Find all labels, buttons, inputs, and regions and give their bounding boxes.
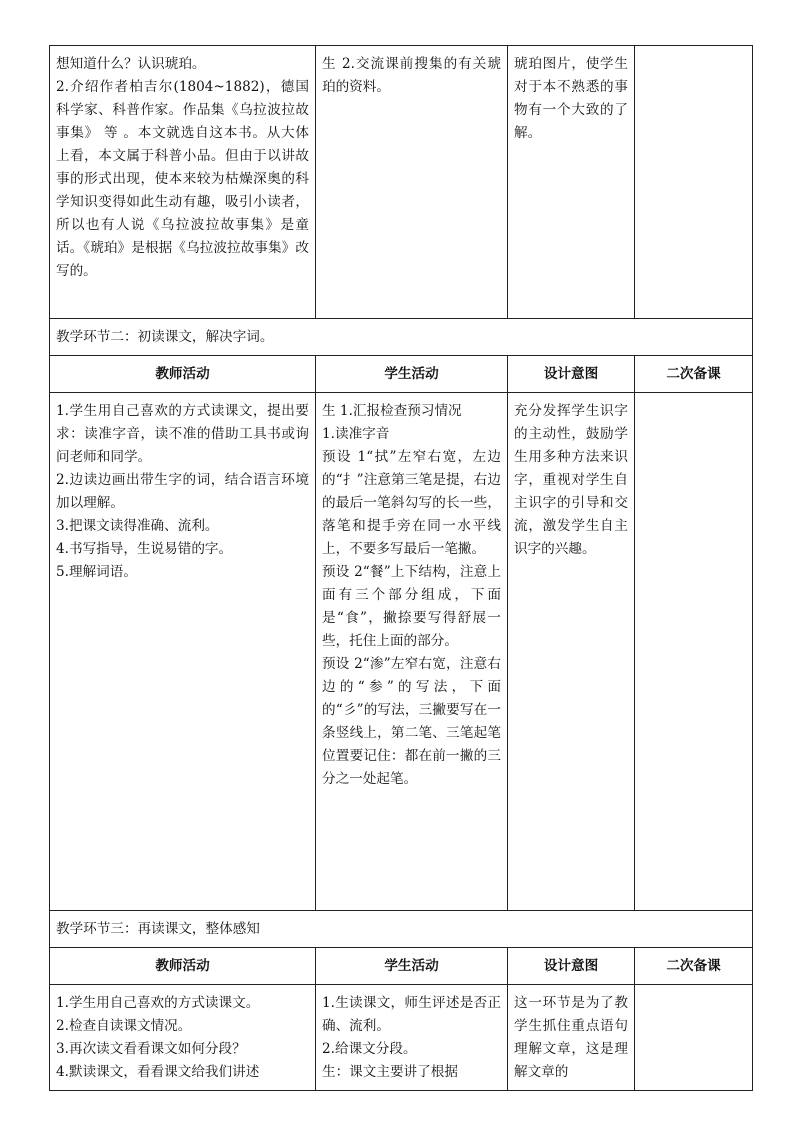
student-activity-cell [316, 393, 508, 911]
column-header-second-prep: 二次备课 [635, 356, 753, 393]
paragraph: 1.学生用自己喜欢的方式读课文，提出要求：读准字音，读不准的借助工具书或询问老师和同学。 [56, 403, 309, 465]
paragraph: 充分发挥学生识字的主动性，鼓励学生用多种方法来识字，重视对学生自主识字的引导和交流，激发学生自主识字的兴趣。 [514, 403, 628, 557]
teacher-activity-cell [50, 985, 316, 1091]
student-activity-cell [316, 985, 508, 1091]
paragraph: 生：课文主要讲了根据 [322, 1064, 458, 1080]
design-intent-cell [508, 985, 635, 1091]
paragraph: 2.检查自读课文情况。 [56, 1018, 192, 1034]
paragraph: 这一环节是为了教学生抓住重点语句理解文章，这是理解文章的 [514, 995, 628, 1080]
paragraph: 2.给课文分段。 [322, 1041, 417, 1057]
second-prep-cell [635, 985, 753, 1091]
teacher-activity-cell [50, 46, 316, 319]
column-header-intent: 设计意图 [508, 356, 635, 393]
lesson-plan-table [49, 45, 753, 1091]
paragraph: 2.边读边画出带生字的词，结合语言环境加以理解。 [56, 472, 309, 511]
column-header-teacher: 教师活动 [50, 356, 316, 393]
paragraph: 4.默读课文，看看课文给我们讲述 [56, 1064, 260, 1080]
student-activity-cell [316, 46, 508, 319]
paragraph: 3.把课文读得准确、流利。 [56, 518, 219, 534]
paragraph: 琥珀图片，使学生对于本不熟悉的事物有一个大致的了解。 [514, 56, 628, 141]
header-row [50, 356, 753, 393]
second-prep-cell [635, 46, 753, 319]
paragraph: 5.理解词语。 [56, 564, 137, 580]
header-row [50, 948, 753, 985]
column-header-student: 学生活动 [316, 948, 508, 985]
column-header-second-prep: 二次备课 [635, 948, 753, 985]
section-row [50, 911, 753, 948]
design-intent-cell [508, 46, 635, 319]
paragraph: 预设 2“渗”左窄右宽，注意右边的“参”的写法，下面的“彡”的写法，三撇要写在一条竖线上，第二笔、三笔起笔位置要记住：都在前一撇的三分之一处起笔。 [322, 656, 501, 787]
paragraph: 1.生读课文，师生评述是否正确、流利。 [322, 995, 501, 1034]
design-intent-cell [508, 393, 635, 911]
paragraph: 生 1.汇报检查预习情况 [322, 403, 462, 419]
paragraph: 预设 2“餐”上下结构，注意上面有三个部分组成，下面是“食”，撇捺要写得舒展一些，托住上面的部分。 [322, 564, 501, 649]
paragraph: 1.学生用自己喜欢的方式读课文。 [56, 995, 260, 1011]
section-title: 教学环节三：再读课文，整体感知 [50, 911, 753, 948]
column-header-teacher: 教师活动 [50, 948, 316, 985]
column-header-intent: 设计意图 [508, 948, 635, 985]
paragraph: 2.介绍作者柏吉尔(1804~1882)，德国科学家、科普作家。作品集《乌拉波拉故事集》 等 。本文就选自这本书。从大体上看，本文属于科普小品。但由于以讲故事的形式出现，使本来较为枯燥深奥的科学知识变得如此生动有趣，吸引小读者，所以也有人说《乌拉波拉故事集》是童话。《琥珀》是根据《乌拉波拉故事集》改写的。 [56, 79, 309, 279]
second-prep-cell [635, 393, 753, 911]
table-row [50, 393, 753, 911]
teacher-activity-cell [50, 393, 316, 911]
paragraph: 想知道什么？认识琥珀。 [56, 56, 206, 72]
paragraph: 生 2.交流课前搜集的有关琥珀的资料。 [322, 56, 501, 95]
paragraph: 3.再次读文看看课文如何分段？ [56, 1041, 246, 1057]
table-row [50, 985, 753, 1091]
column-header-student: 学生活动 [316, 356, 508, 393]
paragraph: 1.读准字音 [322, 426, 390, 442]
section-title: 教学环节二：初读课文，解决字词。 [50, 319, 753, 356]
table-row [50, 46, 753, 319]
paragraph: 预设 1“拭”左窄右宽，左边的“扌”注意第三笔是提，右边的最后一笔斜勾写的长一些，落笔和提手旁在同一水平线上，不要多写最后一笔撇。 [322, 449, 501, 557]
paragraph: 4.书写指导，生说易错的字。 [56, 541, 233, 557]
section-row [50, 319, 753, 356]
